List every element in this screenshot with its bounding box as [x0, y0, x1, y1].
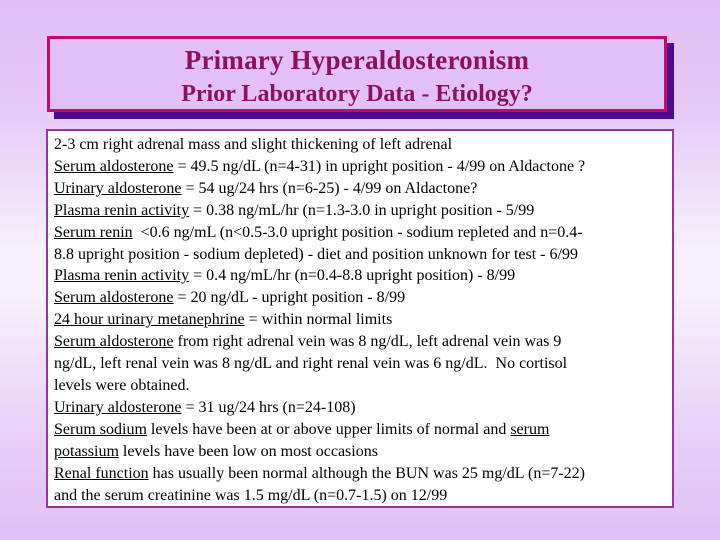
body-text-line [54, 222, 666, 244]
underlined-text-segment: Serum sodium [54, 420, 147, 438]
underlined-text-segment: potassium [54, 442, 119, 460]
body-text-line [54, 309, 666, 331]
body-text-line [54, 178, 666, 200]
body-text-line [54, 287, 666, 309]
underlined-text-segment: Renal function [54, 464, 149, 482]
text-segment: levels were obtained. [54, 376, 190, 394]
text-segment: = 31 ug/24 hrs (n=24-108) [181, 398, 356, 416]
underlined-text-segment: 24 hour urinary metanephrine [54, 311, 245, 329]
slide-subtitle: Prior Laboratory Data - Etiology? [181, 81, 533, 107]
text-segment: from right adrenal vein was 8 ng/dL, left adrenal vein was 9 [173, 333, 562, 351]
underlined-text-segment: Urinary aldosterone [54, 398, 182, 416]
text-segment: = 54 ug/24 hrs (n=6-25) - 4/99 on Aldactone? [181, 179, 478, 197]
body-text-line [54, 200, 666, 222]
body-text-line [54, 244, 666, 266]
text-segment: <0.6 ng/mL (n<0.5-3.0 upright position - sodium repleted and n=0.4- [132, 223, 583, 241]
body-text-line [54, 397, 666, 419]
underlined-text-segment: Serum aldosterone [54, 289, 174, 307]
text-segment: = 49.5 ng/dL (n=4-31) in upright position - 4/99 on Aldactone ? [173, 157, 586, 175]
body-text-line [54, 419, 666, 441]
underlined-text-segment: Serum aldosterone [54, 333, 174, 351]
body-text-line [54, 463, 666, 485]
text-segment: ng/dL, left renal vein was 8 ng/dL and right renal vein was 6 ng/dL. No cortisol [54, 355, 568, 373]
body-text-line [54, 485, 666, 507]
text-segment: levels have been at or above upper limits of normal and [146, 420, 511, 438]
text-segment: 8.8 upright position - sodium depleted) - diet and position unknown for test - 6/99 [54, 245, 578, 263]
underlined-text-segment: Plasma renin activity [54, 201, 190, 219]
underlined-text-segment: Plasma renin activity [54, 267, 190, 285]
text-segment: levels have been low on most occasions [118, 442, 378, 460]
text-segment: = 0.38 ng/mL/hr (n=1.3-3.0 in upright position - 5/99 [189, 201, 535, 219]
body-text-line [54, 265, 666, 287]
underlined-text-segment: Serum aldosterone [54, 157, 174, 175]
text-segment: 2-3 cm right adrenal mass and slight thickening of left adrenal [54, 136, 453, 153]
text-segment: = 20 ng/dL - upright position - 8/99 [173, 289, 406, 307]
text-segment: = within normal limits [244, 311, 393, 329]
body-text-line [54, 134, 666, 156]
lab-data-text-box [46, 129, 674, 508]
body-text-line [54, 331, 666, 353]
body-text-line [54, 441, 666, 463]
body-text-line [54, 156, 666, 178]
underlined-text-segment: serum [510, 420, 550, 438]
text-segment: has usually been normal although the BUN was 25 mg/dL (n=7-22) [148, 464, 585, 482]
text-segment: and the serum creatinine was 1.5 mg/dL (n=0.7-1.5) on 12/99 [54, 486, 448, 504]
body-text-line [54, 375, 666, 397]
underlined-text-segment: Urinary aldosterone [54, 179, 182, 197]
text-segment: = 0.4 ng/mL/hr (n=0.4-8.8 upright position) - 8/99 [189, 267, 516, 285]
title-box [47, 36, 667, 112]
slide-title: Primary Hyperaldosteronism [184, 45, 530, 75]
underlined-text-segment: Serum renin [54, 223, 133, 241]
body-text-line [54, 353, 666, 375]
